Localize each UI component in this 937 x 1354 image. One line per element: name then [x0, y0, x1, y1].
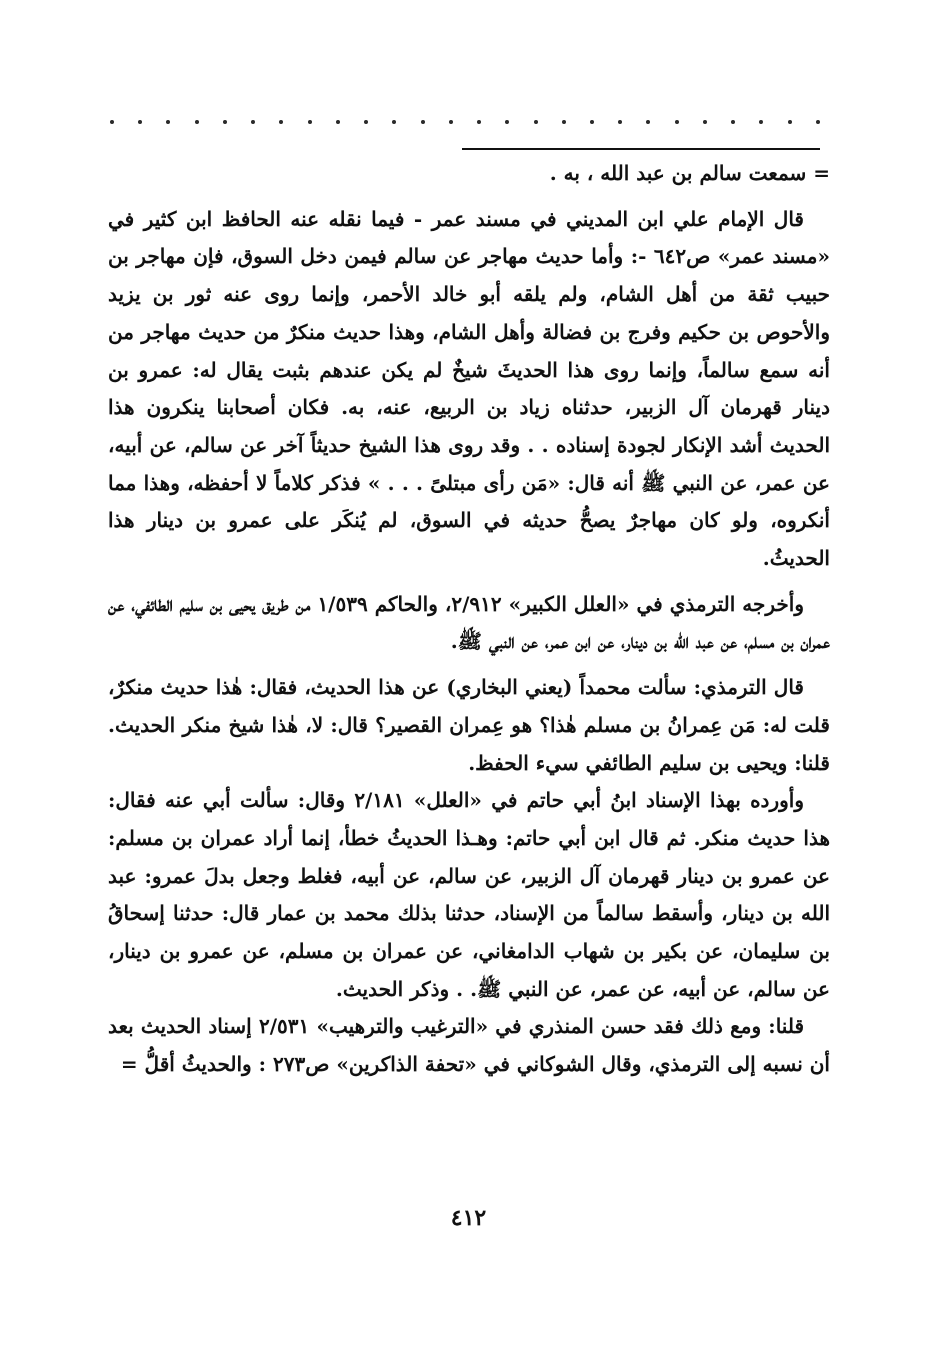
border-dot	[703, 120, 707, 124]
dotted-border	[110, 112, 820, 132]
paragraph-ibn-abi-hatim: وأورده بهذا الإسناد ابنُ أبي حاتم في «العلل» ٢/١٨١ وقال: سألت أبي عنه فقال: هذا حديث منكر. ثم قال ابن أبي حاتم: وهـذا الحديثُ خطأ، إنما أراد عمران بن مسلم: عن عمرو بن دينار قهرمان آل الزبير، عن سالم، عن أبيه، فغلط وجعل بدلَ عمرو: عبد الله بن دينار، وأسقط سالماً من الإسناد، حدثنا بذلك محمد بن عمار قال: حدثنا إسحاقُ بن سليمان، عن بكير بن شهاب الدامغاني، عن عمران بن مسلم، عن عمرو بن دينار، عن سالم، عن أبيه، عن عمر، عن النبي ﷺ. . وذكر الحديث.	[108, 788, 830, 1001]
border-dot	[421, 120, 425, 124]
footnote-text	[108, 155, 830, 1084]
footnote-separator	[462, 148, 820, 150]
border-dot	[816, 120, 820, 124]
border-dot	[110, 120, 114, 124]
border-dot	[449, 120, 453, 124]
border-dot	[279, 120, 283, 124]
paragraph-ibn-al-madini: قال الإمام علي ابن المديني في مسند عمر - فيما نقله عنه الحافظ ابن كثير في «مسند عمر» ص٦٤٢ -: وأما حديث مهاجر عن سالم فيمن دخل السوق، فإن مهاجر بن حبيب ثقة من أهل الشام، ولم يلقه أبو خالد الأحمر، وإنما روى عنه ثور بن يزيد والأحوص بن حكيم وفرج بن فضالة وأهل الشام، وهذا حديث منكرٌ من حديث مهاجر من أنه سمع سالماً، وإنما روى هذا الحديثَ شيخٌ لم يكن عندهم بثبت يقال له: عمرو بن دينار قهرمان آل الزبير، حدثناه زياد بن الربيع، عنه، به. فكان أصحابنا ينكرون هذا الحديث أشد الإنكار لجودة إسناده . . وقد روى هذا الشيخ حديثاً آخر عن سالم، عن أبيه، عن عمر، عن النبي ﷺ أنه قال: «مَن رأى مبتلىً . . . » فذكر كلاماً لا أحفظه، وهذا مما أنكروه، ولو كان مهاجرٌ يصحُّ حديثه في السوق، لم يُنكَر على عمرو بن دينار هذا الحديثُ.	[108, 206, 830, 571]
border-dot	[477, 120, 481, 124]
border-dot	[590, 120, 594, 124]
border-dot	[336, 120, 340, 124]
border-dot	[223, 120, 227, 124]
border-dot	[166, 120, 170, 124]
border-dot	[534, 120, 538, 124]
border-dot	[646, 120, 650, 124]
border-dot	[618, 120, 622, 124]
border-dot	[788, 120, 792, 124]
border-dot	[731, 120, 735, 124]
border-dot	[364, 120, 368, 124]
border-dot	[392, 120, 396, 124]
border-dot	[138, 120, 142, 124]
border-dot	[195, 120, 199, 124]
border-dot	[675, 120, 679, 124]
paragraph-tirmidhi-bukhari: قال الترمذي: سألت محمداً (يعني البخاري) عن هذا الحديث، فقال: هٰذا حديث منكرٌ، قلت له: مَن عِمرانُ بن مسلم هٰذا؟ هو عِمران القصير؟ قال: لا، هٰذا شيخ منكر الحديث. قلنا: ويحيى بن سليم الطائفي سيء الحفظ.	[108, 675, 830, 775]
paragraph-mundhiri-shawkani: قلنا: ومع ذلك فقد حسن المنذري في «الترغيب والترهيب» ٢/٥٣١ إسناد الحديث بعد أن نسبه إلى الترمذي، وقال الشوكاني في «تحفة الذاكرين» ص٢٧٣ : والحديثُ أقلُّ =	[108, 1014, 830, 1077]
border-dot	[562, 120, 566, 124]
border-dot	[308, 120, 312, 124]
page-number: ٤١٢	[450, 1205, 487, 1231]
border-dot	[251, 120, 255, 124]
border-dot	[505, 120, 509, 124]
paragraph-continuation: = سمعت سالم بن عبد الله ، به .	[549, 161, 830, 185]
border-dot	[759, 120, 763, 124]
paragraph-tirmidhi-hakim: وأخرجه الترمذي في «العلل الكبير» ٢/٩١٢، والحاكم ١/٥٣٩ من طريق يحيى بن سليم الطائفي، عن عمران بن مسلم، عن عبد الله بن دينار، عن ابن عمر، عن النبي ﷺ.	[108, 591, 830, 654]
